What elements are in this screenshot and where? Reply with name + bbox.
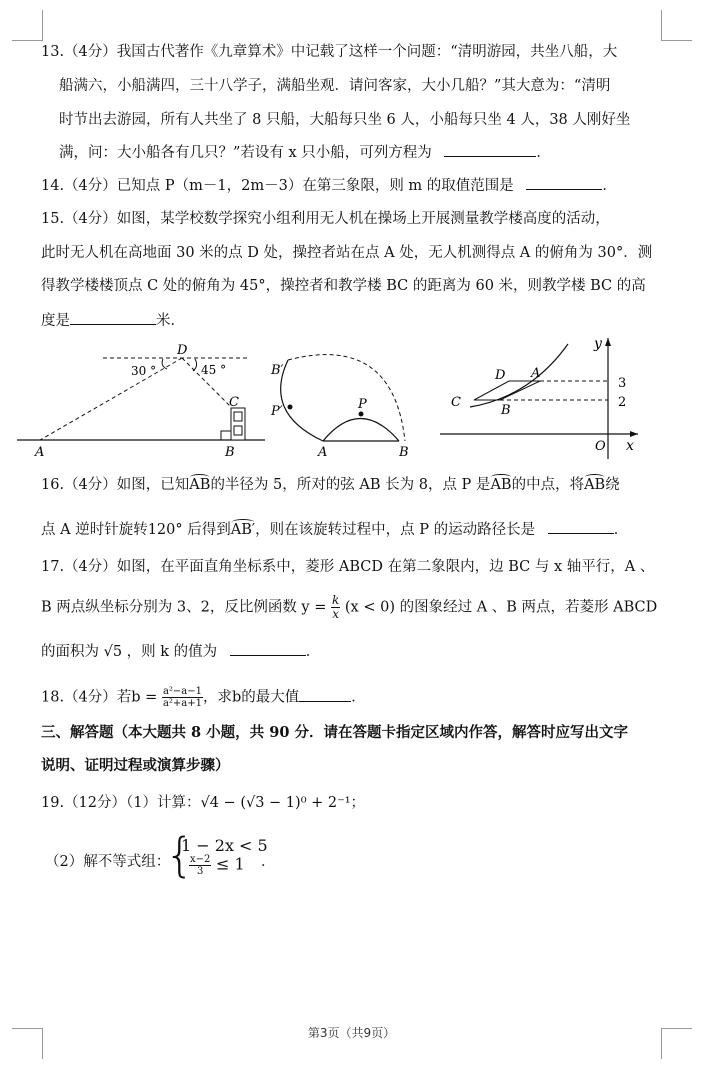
fig2-label-B: B [399, 445, 409, 460]
brace-symbol: { [165, 828, 195, 882]
question-17-line-2 [41, 594, 665, 621]
question-19-part-2 [45, 828, 665, 888]
fig3-label-x: x [626, 438, 634, 454]
fraction-numerator: a²−a−1 [162, 686, 202, 697]
question-15-end: 米． [156, 313, 185, 329]
question-16-line-1 [41, 475, 665, 495]
inequality-2-relation: ≤ 1 [216, 854, 245, 874]
question-16-part-b: 的半径为 5，所对的弦 AB 长为 8，点 P 是 [210, 477, 491, 493]
figure-drone-measurement [15, 338, 265, 463]
question-15-line-1: 15.（4分）如图，某学校数学探究小组利用无人机在操场上开展测量教学楼高度的活动， [41, 211, 610, 227]
question-17-line-3 [41, 641, 665, 662]
fig3-tick-2: 2 [618, 395, 627, 410]
inequality-1: 1 − 2x < 5 [181, 836, 268, 855]
question-19-end: ． [261, 854, 276, 870]
question-16-part-c: 的中点，将 [511, 477, 585, 493]
arc-ab-symbol: AB [189, 477, 211, 493]
question-14-end: ． [602, 178, 617, 194]
question-16-part-d: 绕 [605, 477, 620, 493]
question-13-line-2: 船满六，小船满四，三十八学子，满船坐观．请问客家，大小几船？”其大意为：“清明 [59, 78, 611, 94]
fraction-denominator: a²+a+1 [162, 698, 202, 709]
question-15-line-4 [41, 310, 665, 331]
question-13-end: ． [536, 145, 551, 161]
crop-mark-top-right [661, 10, 692, 41]
fig2-label-Bp: B′ [271, 363, 284, 378]
fig3-label-O: O [595, 439, 606, 454]
question-18 [41, 686, 665, 709]
crop-mark-top-left [12, 10, 43, 41]
answer-blank-18[interactable] [299, 687, 351, 702]
arc-ab-prime-symbol: AB′ [230, 522, 256, 538]
question-15-line-3: 得教学楼楼顶点 C 处的俯角为 45°，操控者和教学楼 BC 的距离为 60 米，则教学楼 BC 的高 [41, 278, 646, 294]
question-14-text: 14.（4分）已知点 P（m－1，2m－3）在第三象限，则 m 的取值范围是 [41, 178, 514, 194]
fraction-k-over-x [331, 594, 340, 621]
inequality-2 [189, 854, 245, 877]
answer-blank-13[interactable] [444, 142, 536, 157]
question-17-end: ． [305, 644, 321, 660]
figure-rhombus-coordinates [438, 334, 643, 462]
fig1-label-A: A [35, 445, 45, 460]
fig1-label-30: 30 ° [131, 364, 157, 378]
question-13-line-1: 13.（4分）我国古代著作《九章算术》中记载了这样一个问题：“清明游园，共坐八船，大 [41, 44, 618, 60]
question-14 [41, 175, 665, 196]
answer-blank-17[interactable] [230, 641, 306, 656]
question-18-end: ． [351, 689, 366, 706]
question-13-line-3: 时节出去游园，所有人共坐了 8 只船，大船每只坐 6 人，小船每只坐 4 人，38 人刚好坐 [59, 112, 631, 128]
answer-blank-14[interactable] [526, 175, 602, 190]
question-16-part-e: 点 A 逆时针旋转120° 后得到 [41, 522, 231, 538]
fraction-inequality-2 [189, 854, 211, 877]
fig3-label-B: B [501, 403, 511, 418]
question-15-text: 度是 [41, 313, 70, 329]
question-17-part-b: (x < 0) 的图象经过 A 、B 两点，若菱形 ABCD [344, 599, 658, 616]
question-16-line-2 [41, 519, 665, 540]
section-3-heading-line-2: 说明、证明过程或演算步骤） [41, 757, 230, 774]
fig3-label-C: C [451, 395, 461, 410]
fraction-numerator: k [332, 593, 340, 607]
question-17-part-c: 的面积为 √5 ，则 k 的值为 [41, 644, 218, 660]
fig2-label-A: A [318, 445, 328, 460]
fig1-label-B: B [225, 445, 235, 460]
fig3-label-D: D [495, 368, 506, 383]
fig3-tick-3: 3 [618, 376, 627, 391]
question-13-text: 满，问：大小船各有几只？”若设有 x 只小船，可列方程为 [59, 145, 432, 161]
fig2-label-Pp: P′ [271, 404, 283, 419]
question-15-line-2: 此时无人机在高地面 30 米的点 D 处，操控者站在点 A 处，无人机测得点 A 的俯角为 30°．测 [41, 245, 653, 261]
question-17-line-1: 17.（4分）如图，在平面直角坐标系中，菱形 ABCD 在第二象限内，边 BC 与 x 轴平行，A 、 [41, 559, 655, 575]
question-16-end: ． [613, 522, 629, 538]
question-18-part-b: ，求b的最大值 [203, 689, 300, 706]
question-17-part-a: B 两点纵坐标分别为 3、2，反比例函数 y = [41, 599, 327, 616]
fig1-label-45: 45 ° [201, 363, 227, 377]
fraction-b-expression [162, 686, 203, 709]
fraction-denominator: x [332, 607, 340, 621]
fig1-label-D: D [177, 343, 188, 358]
question-18-part-a: 18.（4分）若b = [41, 689, 158, 706]
arc-ab-symbol: AB [584, 477, 606, 493]
figure-arc-rotation [268, 338, 418, 463]
question-16-part-a: 16.（4分）如图，已知 [41, 477, 190, 493]
page-footer: 第3页（共9页） [307, 1026, 396, 1040]
fig3-label-A: A [531, 366, 541, 381]
arc-ab-symbol: AB [490, 477, 512, 493]
question-19-part-1: 19.（12分）（1）计算：√4 − (√3 − 1)⁰ + 2⁻¹； [41, 795, 366, 811]
fig2-label-P: P [358, 397, 367, 412]
section-3-heading-line-1: 三、解答题（本大题共 8 小题，共 90 分．请在答题卡指定区域内作答，解答时应写出文字 [41, 724, 628, 741]
answer-blank-16[interactable] [548, 519, 614, 534]
answer-blank-15[interactable] [70, 310, 156, 325]
question-13-line-4 [59, 142, 665, 163]
fig3-label-y: y [594, 336, 602, 352]
question-16-part-f: ，则在该旋转过程中，点 P 的运动路径长是 [255, 522, 536, 538]
fraction-denominator: 3 [197, 866, 204, 877]
fig1-label-C: C [229, 395, 239, 410]
question-19-part-2-label: （2）解不等式组： [45, 854, 171, 870]
fraction-numerator: x−2 [190, 854, 211, 865]
